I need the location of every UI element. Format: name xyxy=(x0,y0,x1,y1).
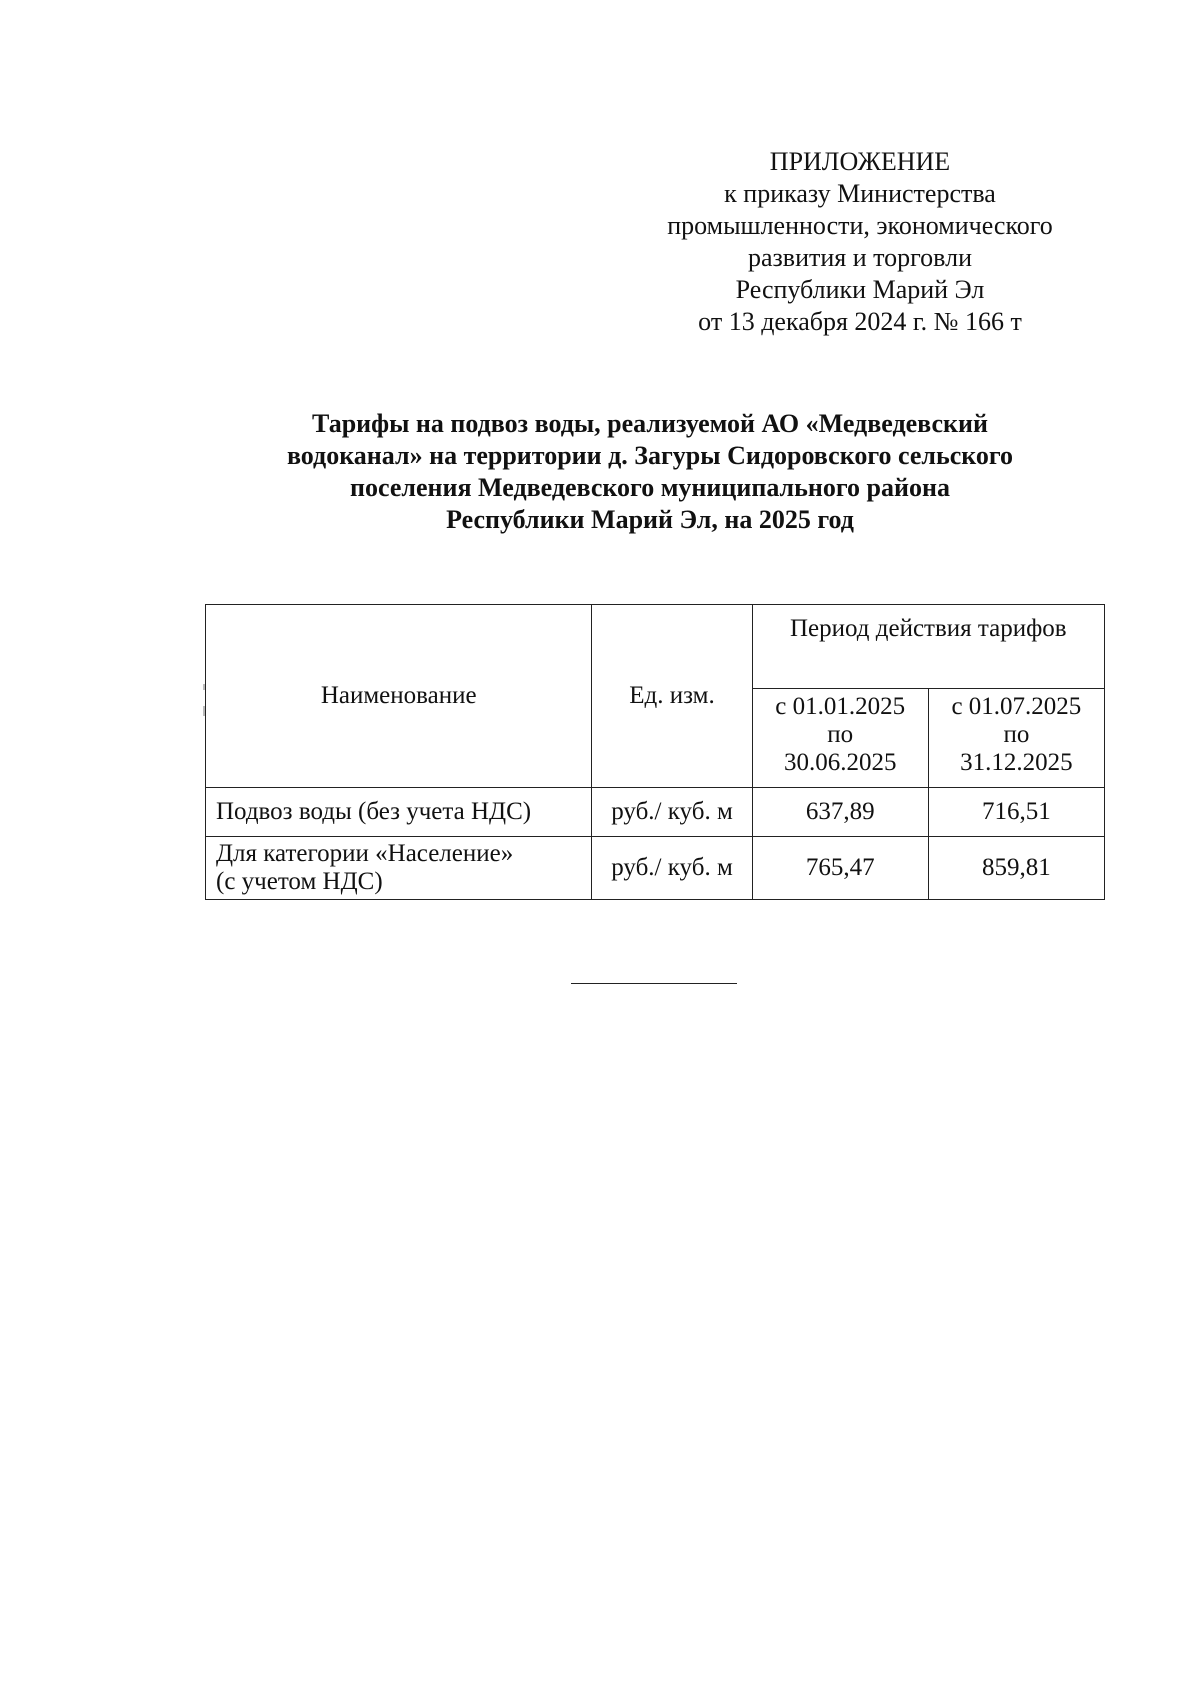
header-period-2 xyxy=(928,689,1104,788)
period-2-to-word: по xyxy=(1003,721,1030,748)
appendix-line: промышленности, экономического xyxy=(667,211,1053,240)
period-1-to-word: по xyxy=(827,721,854,748)
scan-artifact xyxy=(203,684,205,690)
title-line: Республики Марий Эл, на 2025 год xyxy=(446,505,854,534)
row-name-line: Для категории «Население» xyxy=(216,840,514,867)
row-unit: руб./ куб. м xyxy=(592,837,752,900)
period-1-from: с 01.01.2025 xyxy=(775,693,906,720)
appendix-block xyxy=(610,146,1110,338)
header-period-1 xyxy=(752,689,928,788)
row-name xyxy=(206,837,592,900)
appendix-line: к приказу Министерства xyxy=(724,179,996,208)
row-name-line: (с учетом НДС) xyxy=(216,868,383,895)
row-unit: руб./ куб. м xyxy=(592,788,752,837)
tariff-table xyxy=(205,604,1105,900)
header-unit: Ед. изм. xyxy=(592,605,752,788)
header-name: Наименование xyxy=(206,605,592,788)
table-row xyxy=(206,837,1105,900)
table-row xyxy=(206,788,1105,837)
scan-artifact xyxy=(203,706,205,716)
row-tariff-period-2: 859,81 xyxy=(928,837,1104,900)
period-1-to: 30.06.2025 xyxy=(783,749,897,776)
period-2-to: 31.12.2025 xyxy=(960,749,1073,776)
row-name-line: Подвоз воды (без учета НДС) xyxy=(216,798,532,825)
row-tariff-period-1: 637,89 xyxy=(752,788,928,837)
closing-rule-line xyxy=(571,983,737,984)
document-title xyxy=(200,408,1100,536)
appendix-heading: ПРИЛОЖЕНИЕ xyxy=(769,147,951,176)
row-name xyxy=(206,788,592,837)
table-header-row xyxy=(206,605,1105,689)
appendix-line: развития и торговли xyxy=(747,243,972,272)
title-line: Тарифы на подвоз воды, реализуемой АО «Медведевский xyxy=(312,409,988,438)
period-2-from: с 01.07.2025 xyxy=(951,693,1082,720)
appendix-line: Республики Марий Эл xyxy=(735,275,985,304)
row-tariff-period-1: 765,47 xyxy=(752,837,928,900)
appendix-order-date: от 13 декабря 2024 г. № 166 т xyxy=(698,307,1022,336)
title-line: водоканал» на территории д. Загуры Сидоровского сельского xyxy=(286,441,1014,470)
row-tariff-period-2: 716,51 xyxy=(928,788,1104,837)
header-period: Период действия тарифов xyxy=(752,605,1104,689)
title-line: поселения Медведевского муниципального района xyxy=(350,473,950,502)
